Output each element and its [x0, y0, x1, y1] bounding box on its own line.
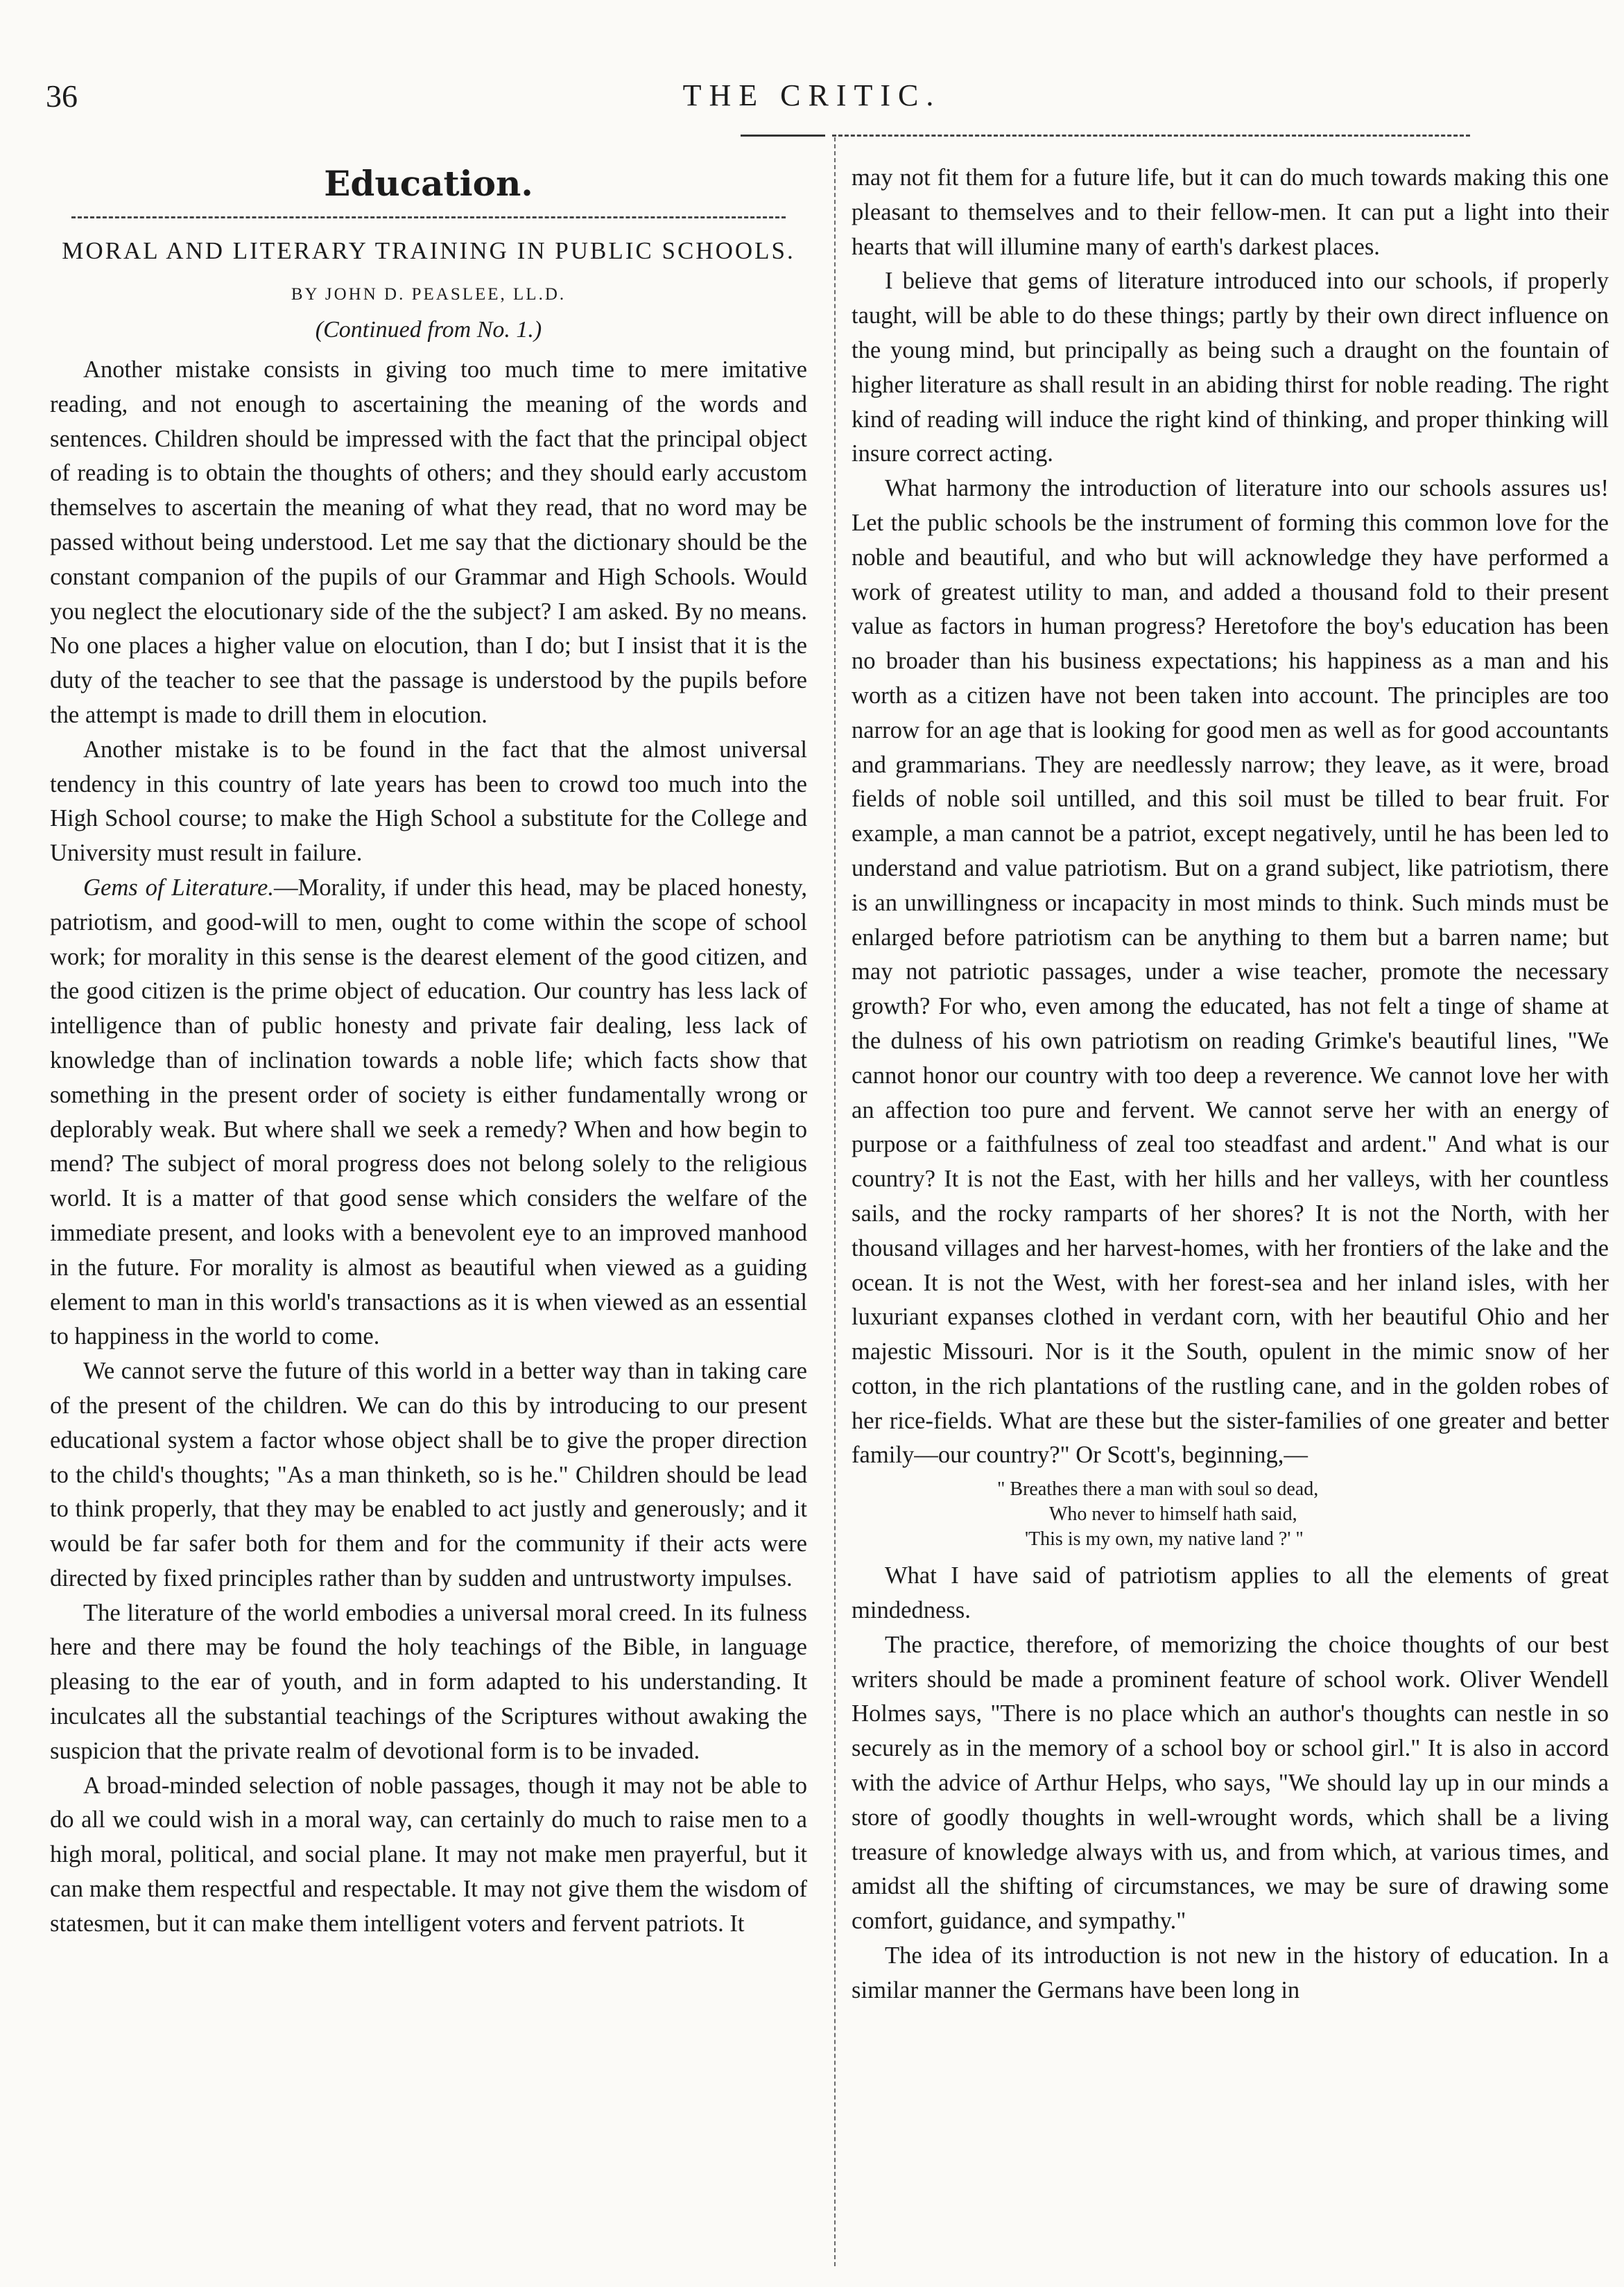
journal-title: THE CRITIC.	[682, 78, 942, 112]
head-rule-dashed	[832, 135, 1470, 137]
paragraph-body: —Morality, if under this head, may be placed honesty, patriotism, and good-will to men, ought to come within the scope of school work; for morality in this sense is the dearest element of the good citizen, and the good citizen is the prime object of education. Our country has less lack of intelligence than of public honesty and private fair dealing, less lack of knowledge than of inclination towards a noble life; which facts show that something in the present order of society is either fundamentally wrong or deplorably weak. But where shall we seek a remedy? When and how begin to mend? The subject of moral progress does not belong solely to the religious world. It is a matter of that good sense which considers the welfare of the immediate present, and looks with a benevolent eye to an improved manhood in the future. For morality is almost as beautiful when viewed as a guiding element to man in this world's transactions as it is when viewed as an essential to happiness in the world to come.	[50, 874, 808, 1350]
paragraph: What harmony the introduction of literature into our schools assures us! Let the public schools be the instrument of forming this common love for the noble and beautiful, and who but will acknowledge they have performed a work of greatest utility to man, and added a thousand fold to their present value as factors in human progress? Heretofore the boy's education has been no broader than his business expectations; his happiness as a man and his worth as a citizen have not been taken into account. The principles are too narrow for an age that is looking for good men as well as for good accountants and grammarians. They are needlessly narrow; they leave, as it were, broad fields of noble soil untilled, and this soil must be tilled to bear fruit. For example, a man cannot be a patriot, except negatively, until he has been led to understand and value patriotism. But on a grand subject, like patriotism, there is an unwillingness or incapacity in most minds to think. Such minds must be enlarged before patriotism can be anything to them but a barren name; but may not patriotic passages, under a wise teacher, promote the necessary growth? For who, even among the educated, has not felt a tinge of shame at the dulness of his own patriotism on reading Grimke's beautiful lines, "We cannot honor our country with too deep a reverence. We cannot love her with an affection too pure and fervent. We cannot serve her with an energy of purpose or a faithfulness of zeal too steadfast and ardent." And what is our country? It is not the East, with her hills and her valleys, with her countless sails, and the rocky ramparts of her shores? It is not the North, with her thousand villages and her harvest-homes, with her frontiers of the lake and the ocean. It is not the West, with her forest-sea and her inland isles, with her luxuriant expanses clothed in verdant corn, with her beautiful Ohio and her majestic Missouri. Nor is it the South, opulent in the mimic snow of her cotton, in the rich plantations of the rustling cane, and in the golden robes of her rice-fields. What are these but the sister-families of one greater and better family—our country?" Or Scott's, beginning,—	[852, 475, 1609, 1469]
paragraph: We cannot serve the future of this world in a better way than in taking care of the present of the children. We can do this by introducing to our present educational system a factor whose object shall be to give the proper direction to the child's thoughts; "As a man thinketh, so is he." Children should be lead to think properly, that they may be enabled to act justly and generously; and it would be far safer both for them and for the community if their acts were directed by fixed principles rather than by sudden and untrustworty impulses.	[50, 1358, 807, 1591]
right-column	[852, 161, 1609, 2008]
poem-line: Who never to himself hath said,	[1049, 1503, 1297, 1526]
article-byline: BY JOHN D. PEASLEE, LL.D.	[291, 285, 567, 304]
paragraph: Another mistake consists in giving too much time to mere imitative reading, and not enough to ascertaining the meaning of the words and sentences. Children should be impressed with the fact that the principal object of reading is to obtain the thoughts of others; and they should early accustom themselves to ascertain the meaning of what they read, that no word may be passed without being understood. Let me say that the dictionary should be the constant companion of the pupils of our Grammar and High Schools. Would you neglect the elocutionary side of the the subject? I am asked. By no means. No one places a higher value on elocution, than I do; but I insist that it is the duty of the teacher to see that the passage is understood by the pupils before the attempt is made to drill them in elocution.	[50, 356, 807, 728]
column-divider	[834, 137, 836, 2266]
section-rule	[71, 216, 786, 218]
running-head	[0, 78, 1624, 126]
paragraph: Another mistake is to be found in the fact that the almost universal tendency in this country of late years has been to crowd too much into the High School course; to make the High School a substitute for the College and University must result in failure.	[50, 736, 807, 867]
paragraph: The practice, therefore, of memorizing the choice thoughts of our best writers should be made a prominent feature of school work. Oliver Wendell Holmes says, "There is no place which an author's thoughts can nestle in so securely as in the memory of a school boy or school girl." It is also in accord with the advice of Arthur Helps, who says, "We should lay up in our minds a store of goodly thoughts in well-wrought words, which shall be a living treasure of knowledge always with us, and from which, at various times, and amidst all the shifting of circumstances, we may be sure of drawing some comfort, guidance, and sympathy."	[852, 1631, 1609, 1935]
paragraph: The literature of the world embodies a universal moral creed. In its fulness here and there may be found the holy teachings of the Bible, in language pleasing to the ear of youth, and in form adapted to his understanding. It inculcates all the substantial teachings of the Scriptures without awaking the suspicion that the private realm of devotional form is to be invaded.	[50, 1599, 807, 1764]
page-number: 36	[46, 78, 78, 114]
run-in-heading: Gems of Literature.	[83, 874, 274, 901]
poem-quotation	[852, 1477, 1609, 1552]
section-heading: Education.	[324, 163, 533, 204]
paragraph: I believe that gems of literature introduced into our schools, if properly taught, will be able to do these things; partly by their own direct influence on the young mind, but principally as being such a draught on the fountain of higher literature as shall result in an abiding thirst for noble reading. The right kind of reading will induce the right kind of thinking, and proper thinking will insure correct acting.	[852, 268, 1609, 467]
paragraph-continued: may not fit them for a future life, but it can do much towards making this one pleasant to themselves and to their fellow-men. It can put a light into their hearts that will illumine many of earth's darkest places.	[852, 164, 1609, 260]
head-rule	[741, 135, 825, 137]
paragraph-gems-of-literature	[50, 871, 807, 1354]
article-title: MORAL AND LITERARY TRAINING IN PUBLIC SCHOOLS.	[62, 237, 795, 264]
left-column	[50, 161, 807, 1942]
paragraph: The idea of its introduction is not new in the history of education. In a similar manner the Germans have been long in	[852, 1942, 1609, 2003]
paragraph: What I have said of patriotism applies to all the elements of great mindedness.	[852, 1562, 1609, 1624]
poem-line: " Breathes there a man with soul so dead,	[997, 1478, 1319, 1501]
poem-line: 'This is my own, my native land ?' "	[1025, 1528, 1304, 1551]
paragraph: A broad-minded selection of noble passages, though it may not be able to do all we could wish in a moral way, can certainly do much to raise men to a high moral, political, and social plane. It may not make men prayerful, but it can make them respectful and respectable. It may not give them the wisdom of statesmen, but it can make them intelligent voters and fervent patriots. It	[50, 1772, 807, 1937]
continued-note: (Continued from No. 1.)	[315, 317, 542, 343]
